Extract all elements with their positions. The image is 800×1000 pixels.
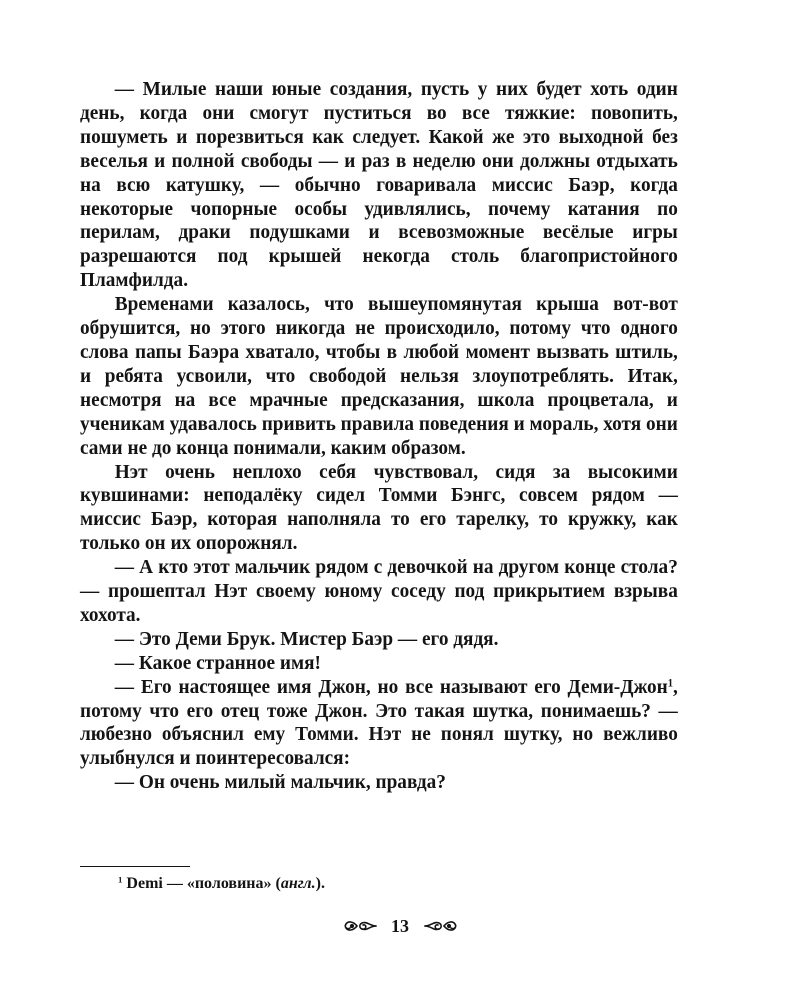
paragraph-2: Временами казалось, что вышеупомянутая крыша вот-вот обрушится, но этого никогда не происходило, потому что одного слова папы Баэра хватало, чтобы в любой момент вызвать штиль, и ребята усвоили, что свободой нельзя злоупотреблять. Итак, несмотря на все мрачные предсказания, школа процветала, и ученикам удавалось привить правила поведения и мораль, хотя они сами не до конца понимали, каким образом. [80,293,678,459]
paragraph-7-end: , потому что его отец тоже Джон. Это такая шутка, понимаешь? — любезно объяснил ему Томми. Нэт не понял шутку, но вежливо улыбнулся и поинтересовался: [80,675,678,770]
footnote-divider [80,866,190,867]
footnote-language: англ. [280,875,316,892]
paragraph-8: — Он очень милый мальчик, правда? [114,771,446,794]
page-number: 13 [391,915,409,936]
page-body [80,78,678,795]
ornament-right-icon [424,919,458,933]
paragraph-1: — Милые наши юные создания, пусть у них будет хоть один день, когда они смогут пуститься во все тяжкие: повопить, пошуметь и порезвиться как следует. Какой же это выходной без веселья и полной свободы — и раз в неделю они должны отдыхать на всю катушку, — обычно говаривала миссис Баэр, когда некоторые чопорные особы удивлялись, почему катания по перилам, драки подушками и всевозможные весёлые игры разрешаются под крышей некогда столь благопристойного Пламфилда. [80,78,678,292]
paragraph-4: — А кто этот мальчик рядом с девочкой на другом конце стола? — прошептал Нэт своему юному соседу под прикрытием взрыва хохота. [80,556,678,626]
footnote-reference[interactable]: 1 [667,676,674,689]
page-folio [0,913,800,937]
ornament-left-icon [343,919,377,933]
paragraph-6: — Какое странное имя! [114,651,321,674]
paragraph-5: — Это Деми Брук. Мистер Баэр — его дядя. [114,627,499,650]
footnote [118,874,325,894]
footnote-mark: 1 [118,874,123,885]
footnote-text: Demi — «половина» ( [126,875,281,892]
paragraph-7-start: — Его настоящее имя Джон, но все называют его Деми-Джон [114,675,668,698]
footnote-close: ). [315,875,325,892]
paragraph-3: Нэт очень неплохо себя чувствовал, сидя за высокими кувшинами: неподалёку сидел Томми Бэнгс, совсем рядом — миссис Баэр, которая наполняла то его тарелку, то кружку, как только он их опорожнял. [80,460,678,555]
paragraph-7 [80,676,678,772]
